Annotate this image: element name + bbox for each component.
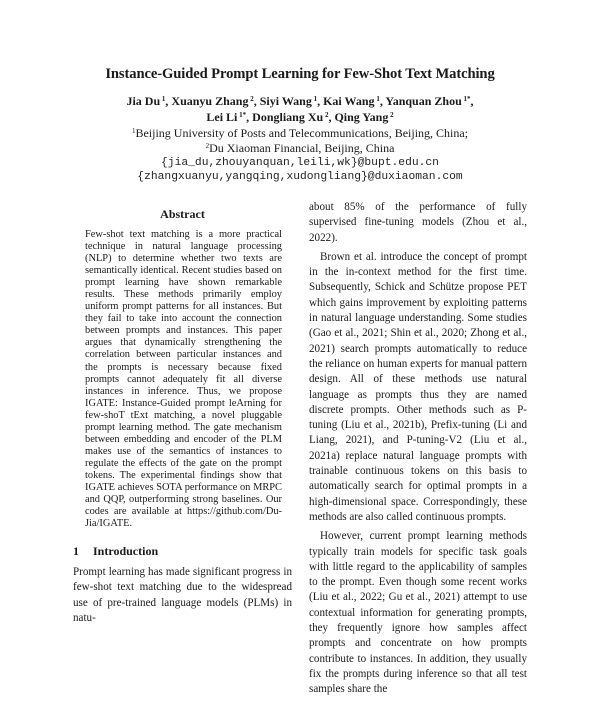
abstract-text: Few-shot text matching is a more practical technique in natural language processing (NLP) to determine whether two texts are semantically identical. Recent studies based on prompt learning have shown remarkable results. These methods primarily employ uniform prompt patterns for all instances. But they fail to take into account the connection between prompts and instances. This paper argues that dynamically strengthening the correlation between particular instances and the prompts is necessary because fixed prompts cannot adequately fit all diverse instances in inference. Thus, we propose IGATE: Instance-Guided prompt leArning for few-shoT tExt matching, a novel pluggable prompt learning method. The gate mechanism between embedding and encoder of the PLM makes use of the semantics of instances to regulate the effects of the gate on the prompt tokens. The experimental findings show that IGATE achieves SOTA performance on MRPC and QQP, outperforming strong baselines. Our codes are available at https://github.com/Du-Jia/IGATE. xyxy=(85,229,282,530)
author-line-2: Lei Li $^{1*}$, Dongliang Xu $^2$, Qing Yang $^2$ xyxy=(206,109,394,124)
paragraph-limitations: However, current prompt learning methods typically train models for specific task goals with little regard to the applicability of samples to the prompt. Even though some recent works (Liu et al., 2022; Gu et al., 2021) attempt to use contextual information for generating prompts, they frequently ignore how samples affect prompts and concentrate on how prompts contribute to instances. In addition, they usually fix the prompts during inference so that all test samples share the xyxy=(309,530,527,696)
left-column xyxy=(73,200,292,626)
author-list xyxy=(0,94,600,125)
paragraph-continued: about 85% of the performance of fully supervised fine-tuning models (Zhou et al., 2022). xyxy=(309,201,527,244)
author-affiliation-mark: 1 xyxy=(374,95,380,103)
section-number: 1 xyxy=(73,544,79,559)
right-column xyxy=(309,200,527,702)
author-affiliation-mark: 1 xyxy=(160,95,166,103)
author-name: Siyi Wang xyxy=(259,94,312,108)
paper-title: Instance-Guided Prompt Learning for Few-Shot Text Matching xyxy=(105,66,495,82)
section-title: Introduction xyxy=(93,544,159,559)
author-affiliation-mark: 2 xyxy=(323,110,329,119)
affiliation-2: $^2$Du Xiaoman Financial, Beijing, China xyxy=(205,140,395,155)
author-affiliation-mark: 1 xyxy=(311,95,318,103)
author-name: Qing Yang xyxy=(334,109,389,124)
author-affiliation-mark: 1* xyxy=(237,110,247,119)
abstract-heading: Abstract xyxy=(160,207,205,221)
author-affiliation-mark: 1* xyxy=(461,95,471,103)
email-2: {zhangxuanyu,yangqing,xudongliang}@duxiaoman.com xyxy=(137,171,463,184)
author-name: Jia Du xyxy=(126,94,161,108)
affiliation-1: $^1$Beijing University of Posts and Telecommunications, Beijing, China; xyxy=(131,126,469,140)
affiliations xyxy=(0,126,600,185)
author-name: Lei Li xyxy=(206,109,238,124)
author-name: Xuanyu Zhang xyxy=(171,94,249,108)
author-name: Dongliang Xu xyxy=(252,109,324,124)
email-1: {jia_du,zhouyanquan,leili,wk}@bupt.edu.cn xyxy=(161,156,439,169)
section-heading-introduction xyxy=(73,544,292,559)
author-name: Yanquan Zhou xyxy=(385,94,462,108)
paragraph-prompt-history: Brown et al. introduce the concept of prompt in the in-context method for the first time. Subsequently, Schick and Schütze propose PET which gains improvement by exploiting patterns in natural language understanding. Some studies (Gao et al., 2021; Shin et al., 2020; Zhong et al., 2021) search prompts automatically to reduce the reliance on human experts for manual pattern design. All of these methods use natural language as prompts thus they are named discrete prompts. Other methods such as P-tuning (Liu et al., 2021b), Prefix-tuning (Li and Liang, 2021), and P-tuning-V2 (Liu et al., 2021a) replace natural language prompts with trainable continuous tokens on this basis to automatically search for optimal prompts in a high-dimensional space. Correspondingly, these methods are also called continuous prompts. xyxy=(309,250,527,523)
author-affiliation-mark: 2 xyxy=(248,95,254,103)
author-affiliation-mark: 2 xyxy=(388,110,394,119)
author-name: Kai Wang xyxy=(323,94,375,108)
author-line-1: Jia Du $^1$, Xuanyu Zhang $^2$, Siyi Wang $^1$, Kai Wang $^1$, Yanquan Zhou $^{1*}$, xyxy=(126,94,474,108)
introduction-paragraph: Prompt learning has made significant progress in few-shot text matching due to the widespread use of pre-trained language models (PLMs) in natu- xyxy=(73,566,292,625)
